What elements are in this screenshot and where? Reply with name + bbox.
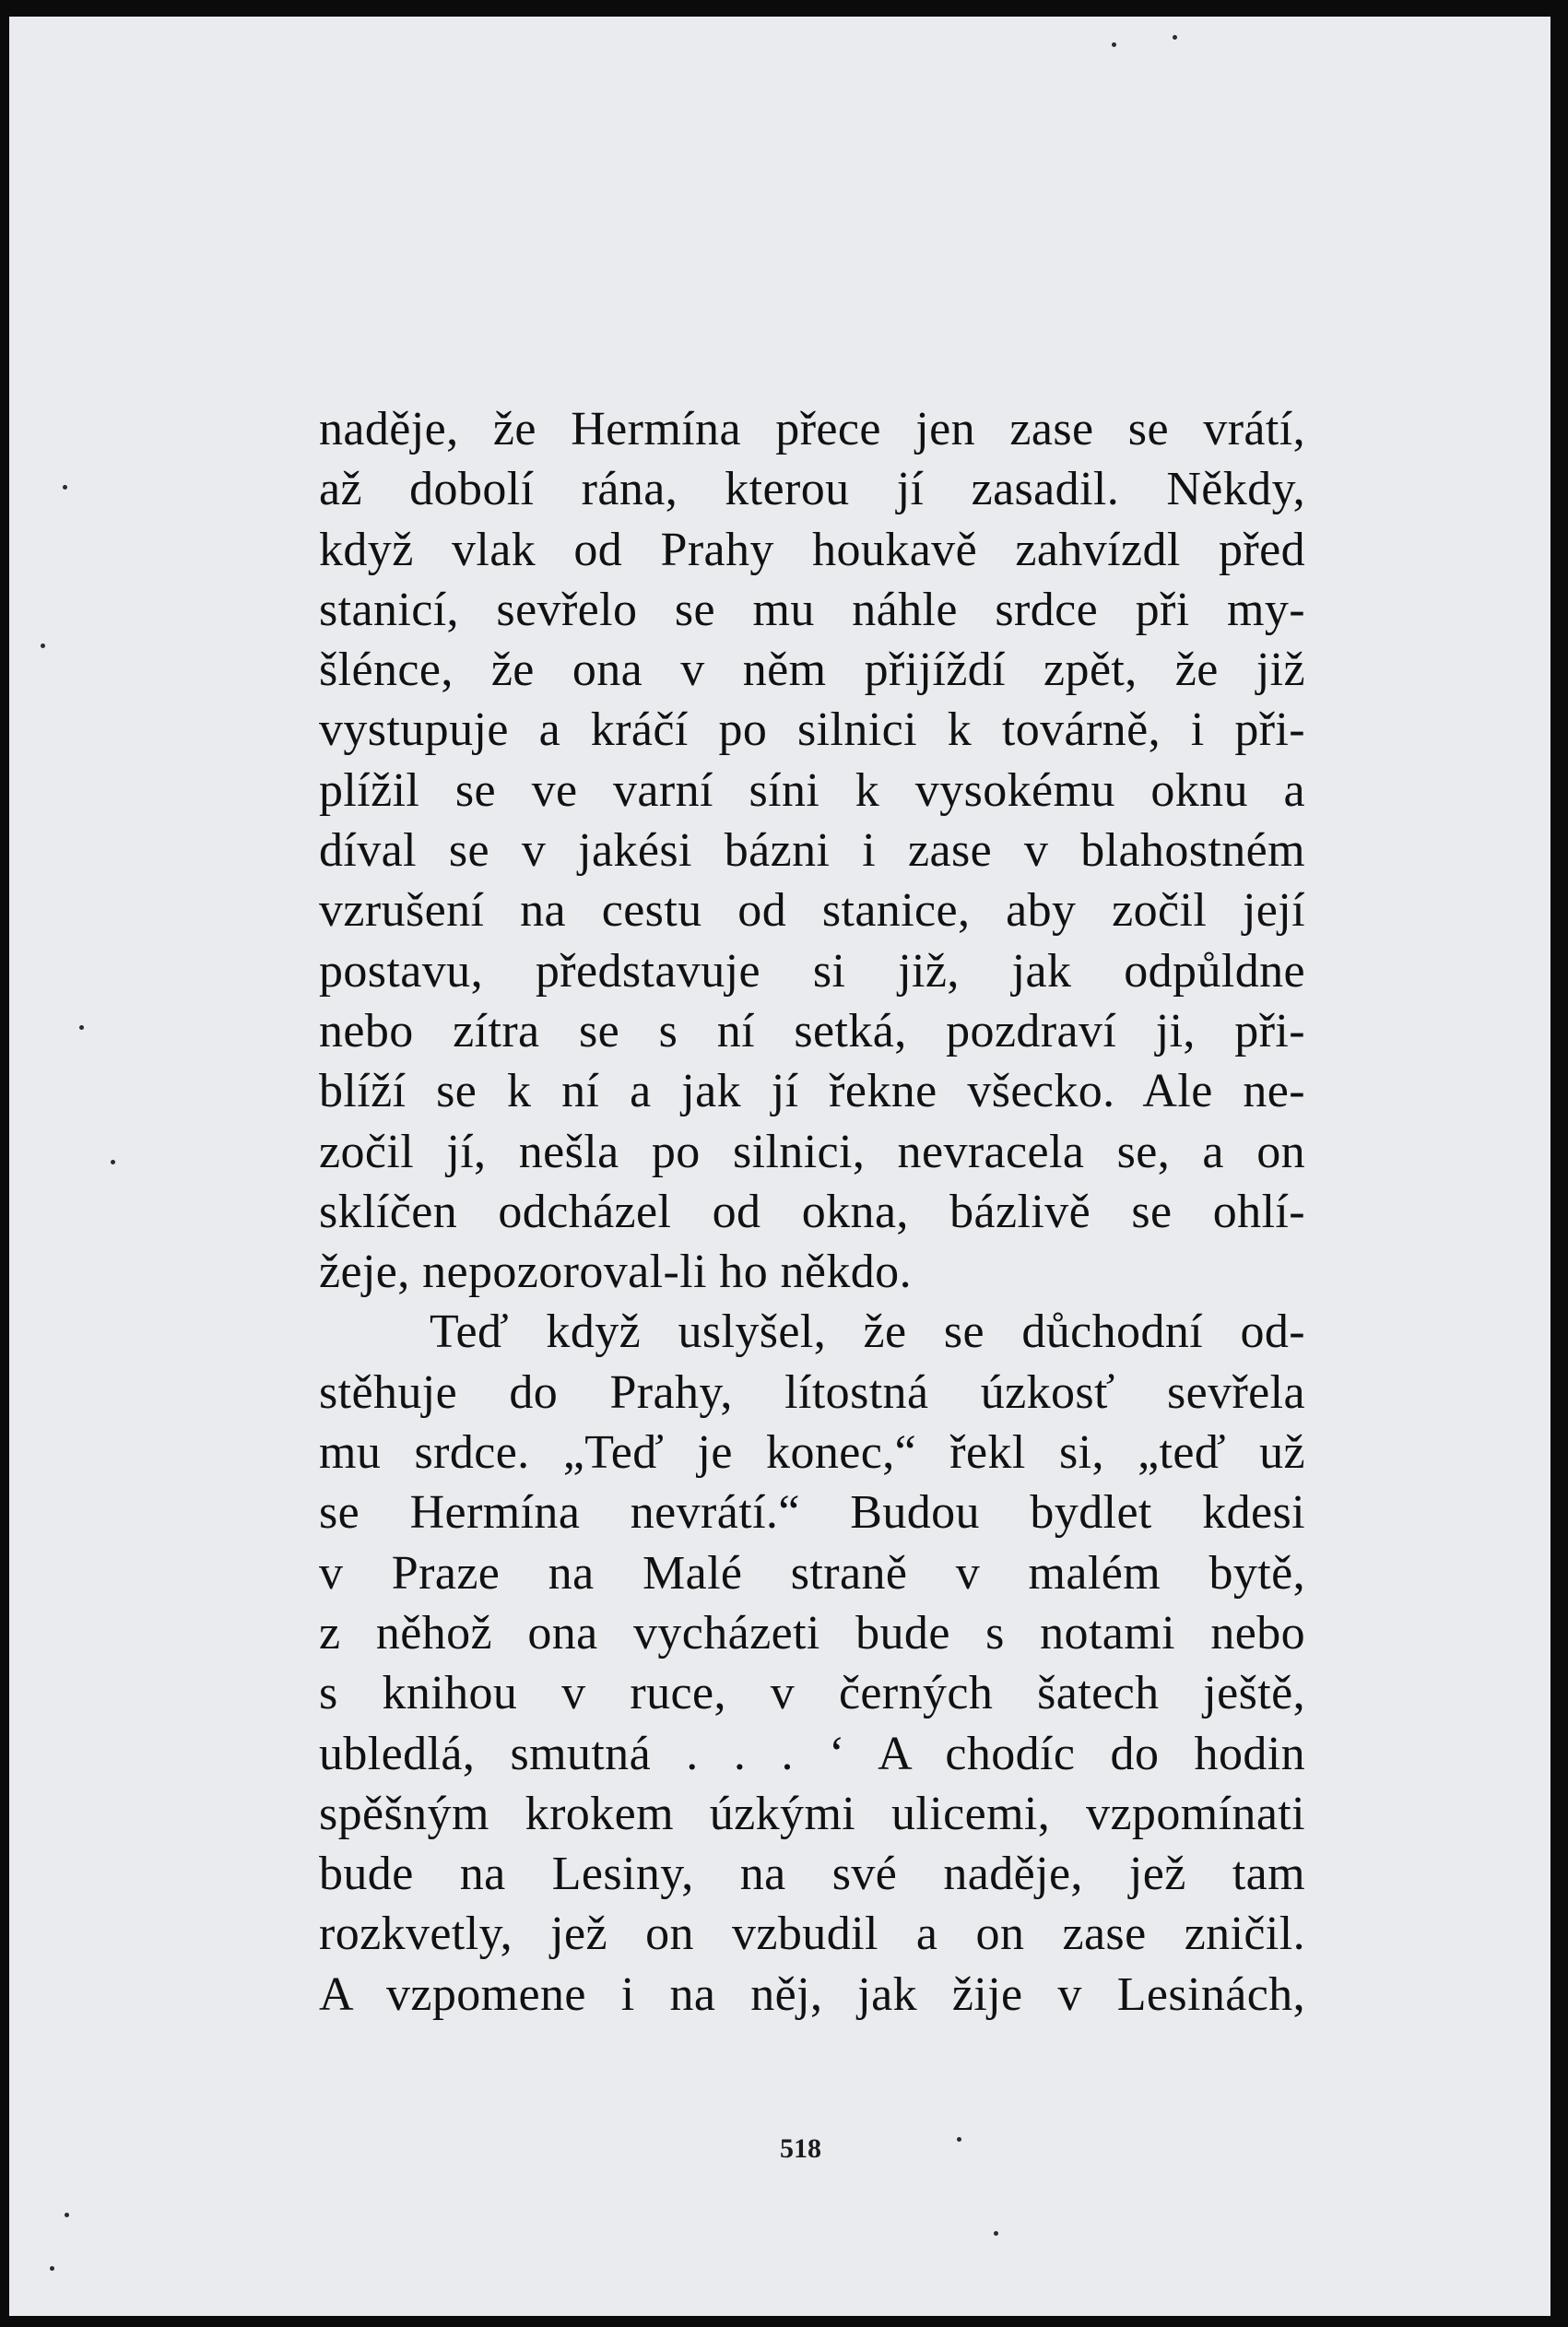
text-line: postavu, představuje si již, jak odpůldne	[319, 944, 1305, 998]
scan-speck	[1173, 35, 1177, 40]
text-line: z něhož ona vycházeti bude s notami nebo	[319, 1606, 1305, 1660]
scan-speck	[79, 1025, 84, 1030]
text-line: stanicí, sevřelo se mu náhle srdce při my-	[319, 583, 1305, 636]
scan-speck	[111, 1160, 115, 1164]
book-page	[9, 17, 1550, 2316]
text-line: když vlak od Prahy houkavě zahvízdl před	[319, 523, 1305, 576]
text-line: rozkvetly, jež on vzbudil a on zase zničil.	[319, 1908, 1305, 1961]
text-line: vystupuje a kráčí po silnici k továrně, i při-	[319, 703, 1305, 757]
text-line: vzrušení na cestu od stanice, aby zočil její	[319, 884, 1305, 938]
text-line: v Praze na Malé straně v malém bytě,	[319, 1546, 1305, 1600]
text-line: s knihou v ruce, v černých šatech ještě,	[319, 1667, 1305, 1720]
text-line: ubledlá, smutná . . . ‘ A chodíc do hodin	[319, 1727, 1305, 1780]
text-line: plížil se ve varní síni k vysokému oknu a	[319, 763, 1305, 817]
scan-speck	[1112, 42, 1116, 47]
scan-speck	[957, 2137, 961, 2142]
page-number: 518	[780, 2133, 821, 2164]
text-line: A vzpomene i na něj, jak žije v Lesinách,	[319, 1967, 1305, 2021]
paragraph-end-line: žeje, nepozoroval-li ho někdo.	[319, 1246, 912, 1299]
text-line: mu srdce. „Teď je konec,“ řekl si, „teď už	[319, 1426, 1305, 1480]
text-line: díval se v jakési bázni i zase v blahostném	[319, 824, 1305, 878]
scan-speck	[65, 2213, 69, 2217]
scan-speck	[50, 2266, 54, 2271]
text-line: se Hermína nevrátí.“ Budou bydlet kdesi	[319, 1486, 1305, 1540]
text-line: spěšným krokem úzkými ulicemi, vzpomínati	[319, 1787, 1305, 1840]
body-text	[319, 399, 1305, 2025]
text-line: bude na Lesiny, na své naděje, jež tam	[319, 1848, 1305, 1901]
text-line: sklíčen odcházel od okna, bázlivě se ohlí-	[319, 1185, 1305, 1238]
text-line: šlénce, že ona v něm přijíždí zpět, že již	[319, 644, 1305, 697]
text-line: až dobolí rána, kterou jí zasadil. Někdy,	[319, 463, 1305, 516]
scan-speck	[41, 644, 45, 648]
text-line: nebo zítra se s ní setká, pozdraví ji, při-	[319, 1004, 1305, 1057]
paragraph-start-line: Teď když uslyšel, že se důchodní od-	[430, 1305, 1305, 1359]
scan-speck	[994, 2231, 998, 2236]
text-line: naděje, že Hermína přece jen zase se vrátí,	[319, 403, 1305, 455]
scan-speck	[63, 485, 67, 490]
text-line: blíží se k ní a jak jí řekne všecko. Ale ne-	[319, 1065, 1305, 1118]
text-line: zočil jí, nešla po silnici, nevracela se, a on	[319, 1125, 1305, 1178]
text-line: stěhuje do Prahy, lítostná úzkosť sevřela	[319, 1365, 1305, 1419]
